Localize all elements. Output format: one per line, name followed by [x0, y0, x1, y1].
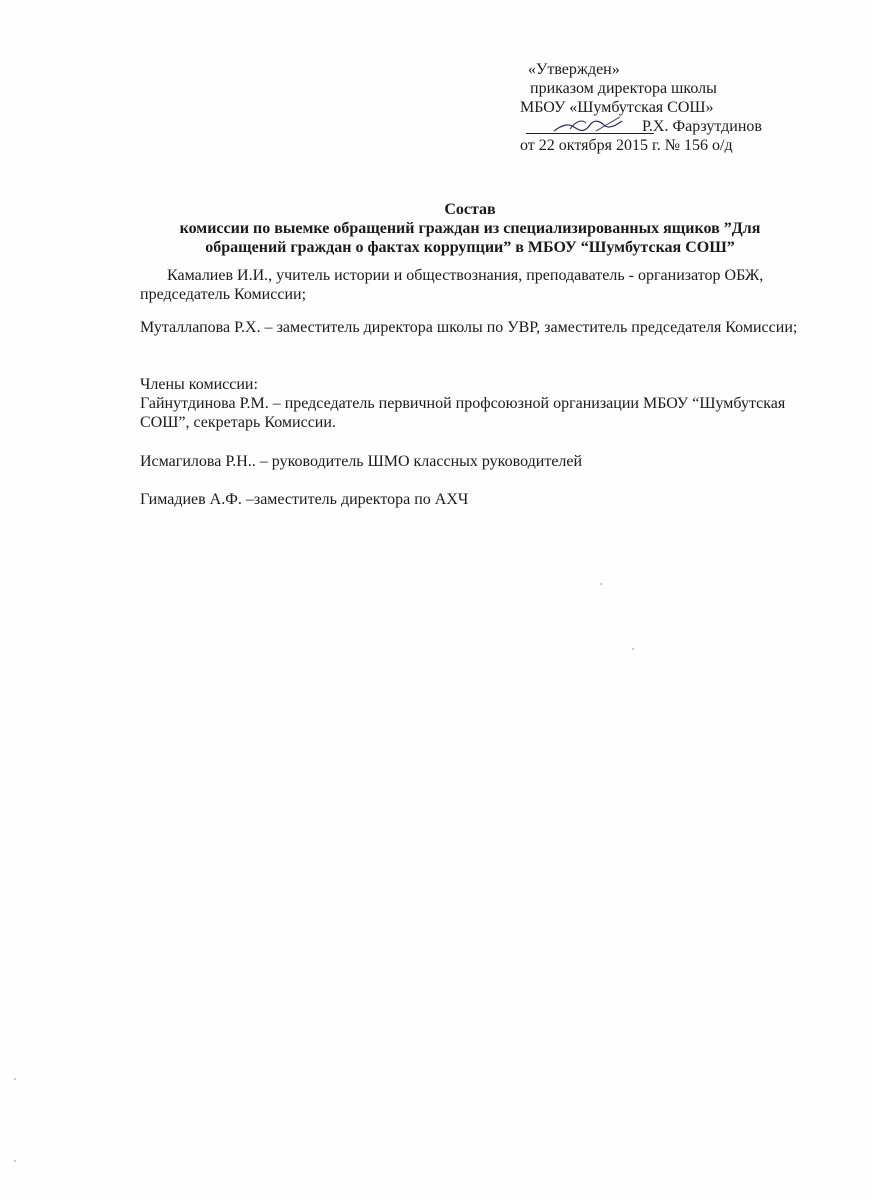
approval-school-name: МБОУ «Шумбутская СОШ»	[520, 99, 714, 116]
scan-speck	[14, 1078, 16, 1080]
approval-stamp-block	[520, 60, 860, 155]
member-entry-1: Исмагилова Р.Н.. – руководитель ШМО классных руководителей	[140, 453, 583, 470]
deputy-paragraph: Муталлапова Р.Х. – заместитель директора школы по УВР, заместитель председателя Комиссии;	[140, 319, 798, 336]
approval-heading: «Утвержден»	[528, 61, 620, 78]
approval-order-date: от 22 октября 2015 г. № 156 о/д	[520, 137, 733, 154]
approval-signature-row	[520, 117, 860, 136]
member-entry-2: Гимадиев А.Ф. –заместитель директора по АХЧ	[140, 491, 469, 508]
handwritten-signature	[550, 111, 630, 137]
signer-name: Р.Х. Фарзутдинов	[642, 118, 762, 135]
scan-speck	[14, 1160, 16, 1162]
members-label: Члены комиссии:	[140, 376, 258, 393]
approval-order-line: приказом директора школы	[530, 80, 717, 97]
members-paragraph	[140, 375, 820, 432]
chair-paragraph: Камалиев И.И., учитель истории и обществознания, преподаватель - организатор ОБЖ, председатель Комиссии;	[140, 267, 764, 303]
scan-speck	[632, 648, 634, 650]
secretary-entry: Гайнутдинова Р.М. – председатель первичной профсоюзной организации МБОУ “Шумбутская СОШ”, секретарь Комиссии.	[140, 395, 786, 431]
document-title	[140, 200, 800, 257]
title-line-1: Состав	[444, 201, 496, 218]
scan-speck	[600, 583, 602, 585]
title-line-3: обращений граждан о фактах коррупции” в МБОУ “Шумбутская СОШ”	[205, 239, 735, 256]
title-line-2: комиссии по выемке обращений граждан из специализированных ящиков ”Для	[179, 220, 761, 237]
